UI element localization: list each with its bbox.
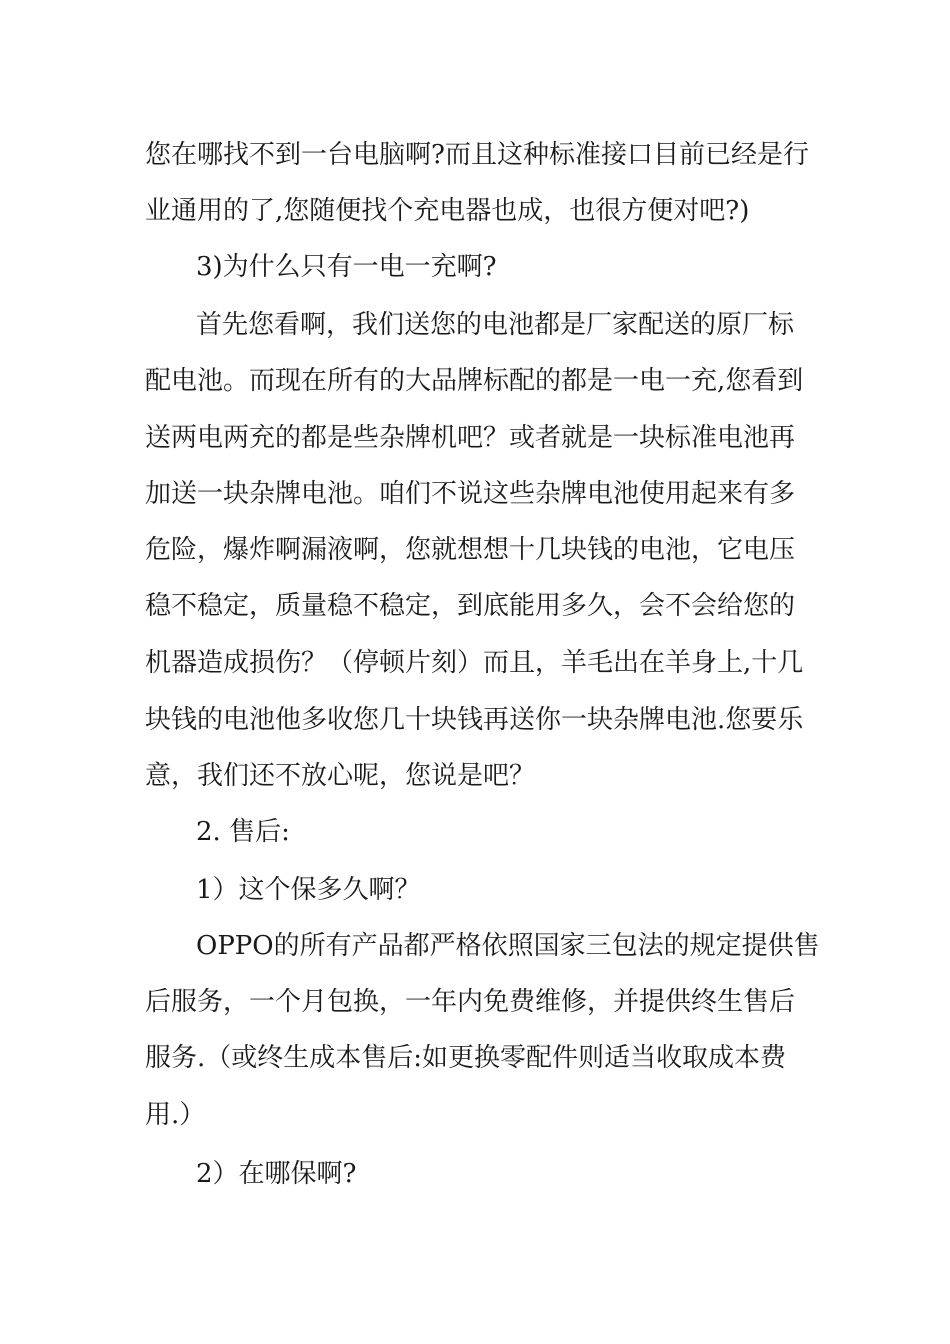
question-heading: 2）在哪保啊? bbox=[196, 1159, 357, 1189]
paragraph-first-line: 首先您看啊，我们送您的电池都是厂家配送的原厂标 bbox=[196, 310, 795, 340]
text-line: 配电池。而现在所有的大品牌标配的都是一电一充,您看到 bbox=[145, 366, 804, 396]
text-line: 业通用的了,您随便找个充电器也成，也很方便对吧?) bbox=[145, 196, 750, 226]
text-line: 送两电两充的都是些杂牌机吧？或者就是一块标准电池再 bbox=[145, 423, 796, 453]
paragraph-first-line: OPPO的所有产品都严格依照国家三包法的规定提供售 bbox=[196, 931, 820, 961]
text-line: 稳不稳定，质量稳不稳定，到底能用多久，会不会给您的 bbox=[145, 591, 796, 621]
text-line: 块钱的电池他多收您几十块钱再送你一块杂牌电池.您要乐 bbox=[145, 705, 804, 735]
text-line: 用.） bbox=[145, 1100, 206, 1130]
text-line: 机器造成损伤？（停顿片刻）而且，羊毛出在羊身上,十几 bbox=[145, 648, 804, 678]
section-heading: 2. 售后: bbox=[196, 817, 290, 847]
text-line: 危险，爆炸啊漏液啊，您就想想十几块钱的电池，它电压 bbox=[145, 535, 796, 565]
text-line: 后服务，一个月包换，一年内免费维修，并提供终生售后 bbox=[145, 987, 796, 1017]
text-line: 服务.（或终生成本售后:如更换零配件则适当收取成本费 bbox=[145, 1043, 787, 1073]
text-line: 加送一块杂牌电池。咱们不说这些杂牌电池使用起来有多 bbox=[145, 479, 796, 509]
text-line: 意，我们还不放心呢，您说是吧？ bbox=[145, 761, 536, 791]
text-line: 您在哪找不到一台电脑啊?而且这种标准接口目前已经是行 bbox=[145, 140, 809, 170]
list-heading: 3)为什么只有一电一充啊? bbox=[196, 252, 497, 282]
question-heading: 1）这个保多久啊？ bbox=[196, 875, 421, 905]
